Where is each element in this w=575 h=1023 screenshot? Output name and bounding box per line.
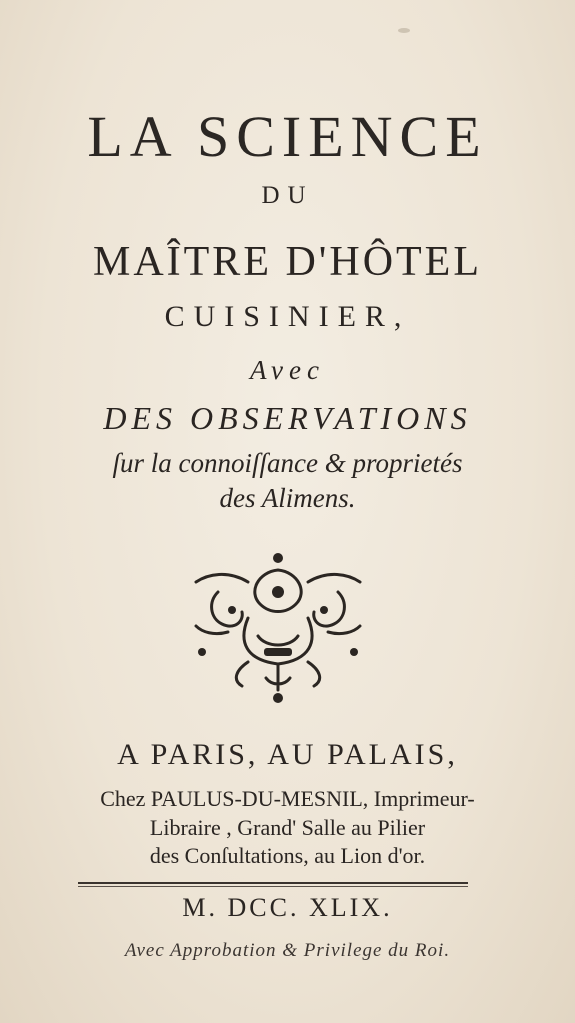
title-maitre-d-hotel: MAÎTRE D'HÔTEL [92,239,482,285]
title-avec: Avec [250,355,325,385]
book-title: LA SCIENCE [87,104,488,169]
divider-rule-thin [78,886,468,887]
ink-speck [398,28,410,33]
title-observations: DES OBSERVATIONS [103,400,472,436]
printer-fleuron-icon [188,552,368,704]
royal-privilege: Avec Approbation & Privilege du Roi. [124,940,451,961]
imprint-date: M. DCC. XLIX. [182,893,393,922]
imprint-publisher-1: Chez PAULUS-DU-MESNIL, Imprimeur- [100,786,475,811]
imprint-publisher-3: des Conſultations, au Lion d'or. [149,843,426,868]
imprint-publisher-2: Libraire , Grand' Salle au Pilier [149,815,426,840]
divider-rule [78,882,468,884]
subtitle-line-1: ſur la connoiſſance & proprietés [112,448,463,478]
imprint-place: A PARIS, AU PALAIS, [117,738,458,771]
title-cuisinier: CUISINIER, [164,300,411,333]
subtitle-line-2: des Alimens. [219,483,356,513]
title-du: DU [261,182,314,209]
